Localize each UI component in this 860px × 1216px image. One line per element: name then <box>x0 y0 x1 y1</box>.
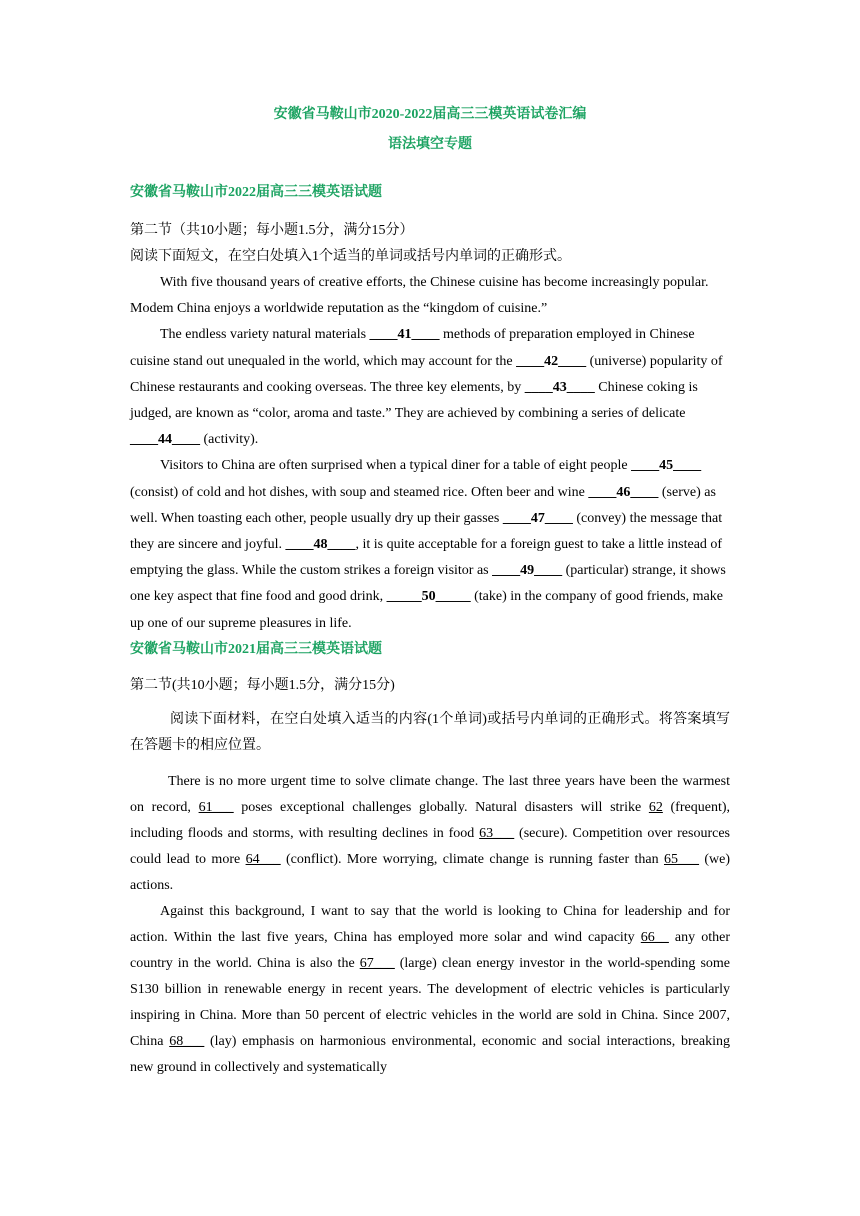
text-run: (universe) popularity of Chinese restaurants and cooking overseas. The three key elements, by <box>130 353 723 395</box>
section-heading-2022: 安徽省马鞍山市2022届高三三模英语试题 <box>130 185 382 200</box>
paragraph-2022-3 <box>130 453 730 636</box>
text-run: Against this background, I want to say that the world is looking to China for leadership and for action. Within the last five years, China has employed more solar and wind capacity <box>130 903 730 945</box>
section-meta-2022: 第二节（共10小题；每小题1.5分，满分15分） <box>130 223 414 238</box>
section-instruction-2022: 阅读下面短文，在空白处填入1个适当的单词或括号内单词的正确形式。 <box>130 249 571 264</box>
document-page <box>130 100 730 1081</box>
text-run: (convey) the message that they are sincere and joyful. <box>130 510 723 553</box>
blank-63: 63___ <box>479 825 515 841</box>
section-meta-2021: 第二节(共10小题；每小题1.5分，满分15分) <box>130 677 395 693</box>
blank-66: 66__ <box>640 929 669 945</box>
text-run: (particular) strange, it shows one key aspect that fine food and good drink, <box>130 563 726 605</box>
blank-65: 65___ <box>663 851 699 867</box>
document-subtitle: 语法填空专题 <box>388 137 472 152</box>
blank-61: 61___ <box>198 799 234 815</box>
blank-42: ____42____ <box>516 353 587 369</box>
document-title: 安徽省马鞍山市2020-2022届高三三模英语试卷汇编 <box>273 107 587 122</box>
text-run: , it is quite acceptable for a foreign guest to take a little instead of emptying the glass. While the custom strikes a foreign visitor as <box>130 537 723 579</box>
blank-62: 62 <box>648 799 663 815</box>
blank-50: _____50_____ <box>386 589 471 605</box>
text-run: (lay) emphasis on harmonious environmental, economic and social interactions, breaking new ground in collectively and systematically <box>130 1033 730 1075</box>
blank-46: ____46____ <box>588 484 659 500</box>
text-run: (conflict). More worrying, climate change is running faster than <box>280 851 664 867</box>
text-run: (large) clean energy investor in the world-spending some S130 billion in renewable energy in recent years. The development of electric vehicles is particularly inspiring in China. More than 50 percent of electric vehicles in the world are sold in China. Since 2007, China <box>130 955 730 1049</box>
section-instruction-2021: 阅读下面材料，在空白处填入适当的内容(1个单词)或括号内单词的正确形式。将答案填写 在答题卡的相应位置。 <box>130 711 730 753</box>
text-run: (frequent), including floods and storms, with resulting declines in food <box>130 799 730 841</box>
text-run: any other country in the world. China is also the <box>130 929 730 971</box>
paragraph-2021-2 <box>130 899 730 1081</box>
blank-67: 67___ <box>359 955 395 971</box>
blank-41: ____41____ <box>369 327 440 343</box>
blank-44: ____44____ <box>130 432 200 448</box>
text-run: There is no more urgent time to solve climate change. The last three years have been the warmest on record, <box>130 773 730 815</box>
text-run: (take) in the company of good friends, make up one of our supreme pleasures in life. <box>130 589 723 631</box>
text-run: (activity). <box>200 432 259 448</box>
text-run: methods of preparation employed in Chinese cuisine stand out unequaled in the world, which may account for the <box>130 327 695 369</box>
text-run: poses exceptional challenges globally. Natural disasters will strike <box>233 799 649 815</box>
blank-45: ____45____ <box>631 458 702 474</box>
paragraph-2021-1 <box>130 769 730 899</box>
text-run: The endless variety natural materials <box>160 327 370 343</box>
text-run: (consist) of cold and hot dishes, with soup and steamed rice. Often beer and wine <box>130 484 589 500</box>
text-run: (serve) as well. When toasting each other, people usually dry up their gasses <box>130 484 716 526</box>
text-run: (we) actions. <box>130 851 731 893</box>
blank-43: ____43____ <box>524 379 595 395</box>
paragraph-2022-1: With five thousand years of creative efforts, the Chinese cuisine has become increasingly popular. Modem China enjoys a worldwide reputation as the “kingdom of cuisine.” <box>130 275 709 317</box>
blank-49: ____49____ <box>492 563 563 579</box>
text-run: Chinese coking is judged, are known as “color, aroma and taste.” They are achieved by combining a series of delicate <box>130 379 698 422</box>
blank-47: ____47____ <box>502 510 573 526</box>
blank-64: 64___ <box>245 851 281 867</box>
blank-68: 68___ <box>169 1033 205 1049</box>
paragraph-2022-2 <box>130 322 730 453</box>
section-heading-2021: 安徽省马鞍山市2021届高三三模英语试题 <box>130 641 382 657</box>
text-run: (secure). Competition over resources could lead to more <box>130 825 730 867</box>
text-run: Visitors to China are often surprised when a typical diner for a table of eight people <box>160 458 632 474</box>
blank-48: ____48____ <box>285 537 356 553</box>
